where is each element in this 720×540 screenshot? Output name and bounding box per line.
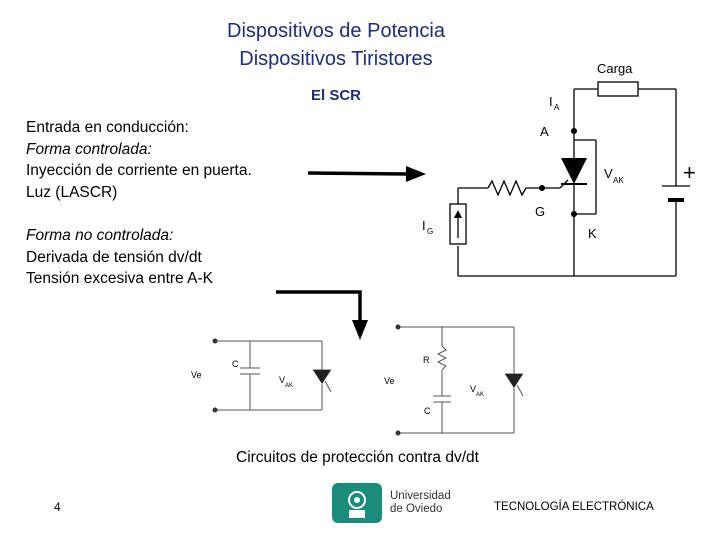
figure-caption: Circuitos de protección contra dv/dt bbox=[236, 449, 479, 466]
ig-arrow-icon bbox=[454, 210, 462, 218]
right-label-ve: Ve bbox=[384, 376, 395, 386]
scr-circuit bbox=[450, 82, 690, 276]
label-vak-sub: AK bbox=[613, 176, 624, 185]
page-number: 4 bbox=[54, 500, 61, 514]
left-label-ve: Ve bbox=[191, 370, 202, 380]
university-name bbox=[390, 490, 451, 516]
right-label-r: R bbox=[423, 355, 430, 365]
section-heading: El SCR bbox=[310, 87, 361, 104]
university-line2: de Oviedo bbox=[390, 503, 443, 515]
node-anode bbox=[571, 128, 577, 134]
terminal-left-top bbox=[213, 339, 218, 344]
load-resistor bbox=[598, 82, 638, 96]
text-overvoltage: Tensión excesiva entre A-K bbox=[26, 270, 213, 287]
left-label-vak: V bbox=[279, 375, 286, 385]
label-vak: V bbox=[604, 166, 613, 181]
label-cathode: K bbox=[588, 226, 597, 241]
node-gate bbox=[539, 185, 545, 191]
scr-right-icon bbox=[505, 374, 523, 388]
label-ig-sub: G bbox=[427, 227, 434, 236]
arrow-down bbox=[276, 292, 368, 340]
text-lascr: Luz (LASCR) bbox=[26, 183, 118, 201]
label-gate: G bbox=[535, 204, 546, 219]
university-logo-icon bbox=[332, 483, 382, 523]
scr-left-icon bbox=[313, 370, 331, 384]
label-anode: A bbox=[540, 124, 549, 139]
arrow-right bbox=[308, 166, 426, 182]
course-name: TECNOLOGÍA ELECTRÓNICA bbox=[494, 501, 654, 513]
page-subtitle: Dispositivos Tiristores bbox=[239, 48, 433, 70]
terminal-right-top bbox=[396, 325, 401, 330]
terminal-left-bottom bbox=[213, 408, 218, 413]
university-line1: Universidad bbox=[390, 490, 451, 502]
text-gate-injection: Inyección de corriente en puerta. bbox=[26, 162, 252, 179]
page-title: Dispositivos de Potencia bbox=[227, 20, 445, 42]
text-uncontrolled-heading: Forma no controlada: bbox=[26, 227, 174, 244]
text-controlled-heading: Forma controlada: bbox=[26, 140, 152, 158]
label-ia-sub: A bbox=[554, 103, 560, 112]
protection-circuit-left bbox=[215, 341, 331, 410]
scr-thyristor bbox=[561, 158, 587, 184]
right-label-vak: V bbox=[470, 384, 477, 394]
label-ig: I bbox=[422, 218, 426, 233]
label-plus: + bbox=[683, 160, 696, 185]
protection-circuit-right bbox=[398, 327, 523, 433]
text-conduction-heading: Entrada en conducción: bbox=[26, 119, 189, 136]
node-cathode bbox=[571, 211, 577, 217]
text-dvdt: Derivada de tensión dv/dt bbox=[26, 248, 202, 266]
label-carga: Carga bbox=[597, 61, 633, 76]
right-label-vak-sub: AK bbox=[476, 392, 485, 398]
label-ia: I bbox=[549, 94, 553, 109]
terminal-right-bottom bbox=[396, 431, 401, 436]
left-label-c: C bbox=[232, 359, 239, 369]
left-label-vak-sub: AK bbox=[285, 383, 294, 389]
right-label-c: C bbox=[424, 406, 431, 416]
